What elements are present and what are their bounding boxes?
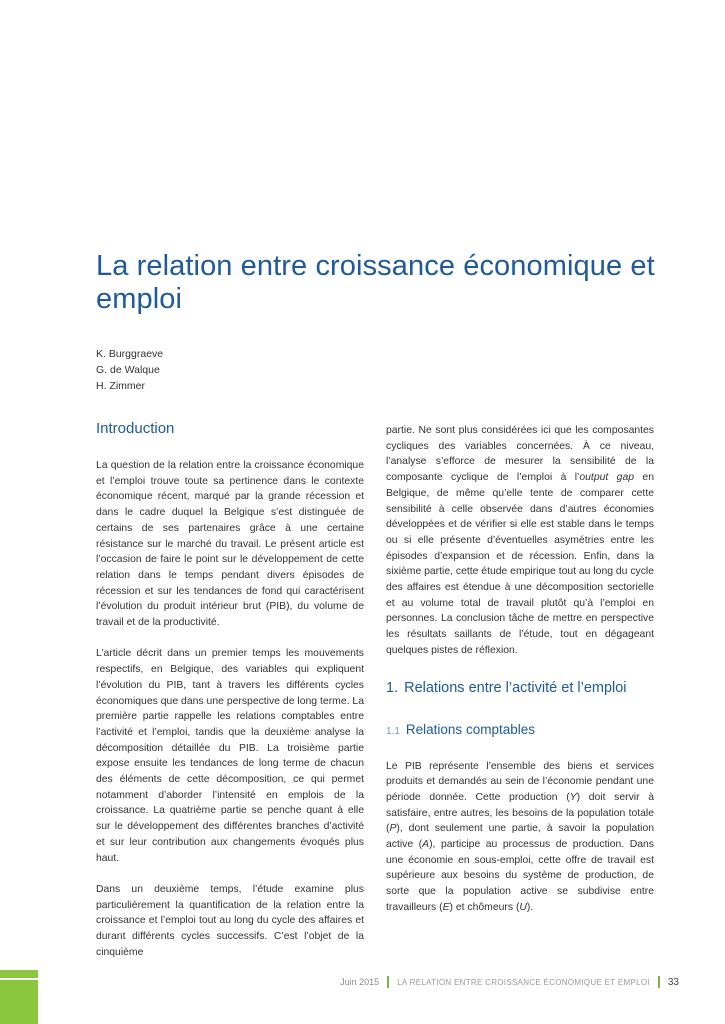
intro-paragraph: La question de la relation entre la croissance économique et l’emploi trouve toute sa pertinence dans le contexte économique récent, marqué par la grande récession et dans le cadre duquel la Belgique s’est distinguée de certains de ses partenaires grâce à une certaine résistance sur le marché du travail. Le présent article est l’occasion de faire le point sur le développement de cette relation dans le temps pendant divers épisodes de récession et sur les tendances de fond qui caractérisent l’évolution du produit intérieur brut (PIB), du volume de travail et de la productivité.	[96, 460, 364, 629]
intro-continuation: partie. Ne sont plus considérées ici que les composantes cycliques des variables concernées. À ce niveau, l’analyse s’efforce de mesurer la sensibilité de la composante cyclique de l’emploi à l’output gap en Belgique, de même qu’elle tente de comparer cette sensibilité à celle observée dans d’autres économies développées et de vérifier si elle est stable dans le temps ou si elle présente d’éventuelles asymétries entre les épisodes d’expansion et de récession. Enfin, dans la sixième partie, cette étude empirique tout au long du cycle des affaires est étendue à une décomposition sectorielle et au volume total de travail plutôt qu’à l’emploi en personnes. La conclusion tâche de mettre en perspective les résultats saillants de l’étude, tout en dégageant quelques pistes de réflexion.	[386, 425, 655, 656]
intro-paragraph: Dans un deuxième temps, l’étude examine plus particulièrement la quantification de la relation entre la croissance et l’emploi tout au long du cycle des affaires et durant différents cycles successifs. C’est l’objet de la cinquième	[96, 883, 364, 958]
section-title: Relations entre l’activité et l’emploi	[404, 679, 627, 696]
subsection-number: 1.1	[386, 725, 400, 737]
right-column	[386, 423, 654, 931]
section-paragraph: Le PIB représente l’ensemble des biens et services produits et demandés au sein de l’économie pendant une période donnée. Cette production (Y) doit servir à satisfaire, entre autres, les besoins de la population totale (P), dont seulement une partie, à savoir la population active (A), participe au processus de production. Dans une économie en sous-emploi, cette offre de travail est supérieure aux besoins du système de production, de sorte que la population active se subdivise entre travailleurs (E) et chômeurs (U).	[386, 760, 654, 913]
author-name: G. de Walque	[96, 364, 160, 376]
subsection-title: Relations comptables	[405, 721, 535, 737]
author-name: K. Burggraeve	[96, 348, 164, 360]
section-heading	[386, 679, 654, 697]
footer-separator	[658, 976, 660, 988]
footer-topic: LA RELATION ENTRE CROISSANCE ÉCONOMIQUE ET EMPLOI	[397, 977, 650, 987]
intro-heading: Introduction	[96, 420, 175, 437]
section-number: 1.	[386, 679, 399, 696]
page-number: 33	[667, 976, 679, 988]
intro-paragraph: L’article décrit dans un premier temps les mouvements respectifs, en Belgique, des variables qui expliquent l’évolution du PIB, tant à travers les différents cycles économiques que dans une perspective de long terme. La première partie rappelle les relations comptables entre l’activité et l’emploi, tandis que la deuxième analyse la décomposition détaillée du PIB. La troisième partie expose ensuite les tendances de long terme de chacun des éléments de cette décomposition, ce qui permet notamment d’aborder l’intensité en emplois de la croissance. La quatrième partie se penche quant à elle sur le développement des différentes branches d’activité et sur leur contribution aux changements évoqués plus haut.	[96, 648, 364, 864]
article-title: La relation entre croissance économique et emploi	[96, 250, 655, 315]
left-column	[96, 420, 364, 976]
footer-separator	[387, 976, 389, 988]
footer-date: Juin 2015	[340, 977, 380, 987]
author-list	[96, 346, 163, 394]
accent-divider	[0, 978, 38, 980]
page-footer	[340, 976, 679, 988]
subsection-heading	[386, 721, 654, 741]
author-name: H. Zimmer	[96, 380, 145, 392]
